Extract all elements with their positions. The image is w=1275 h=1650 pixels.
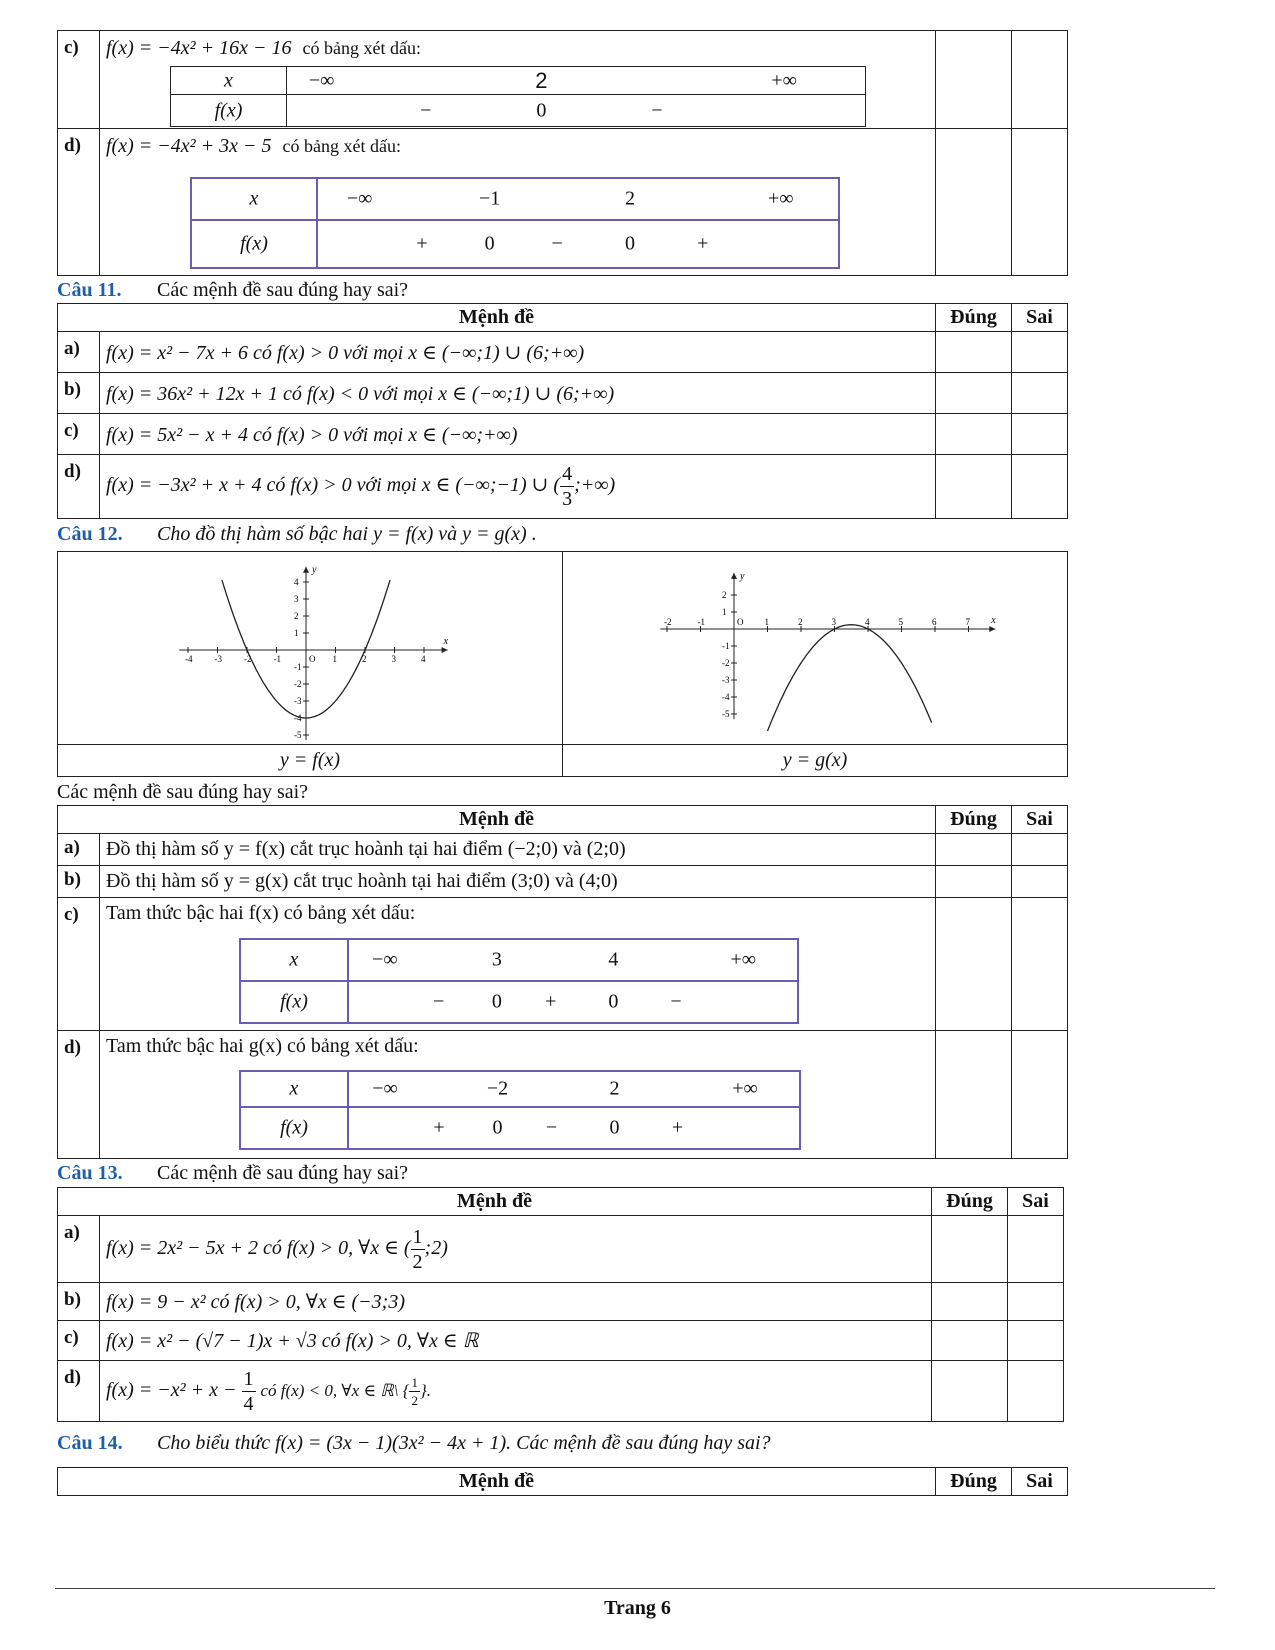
fraction-numerator: 1	[412, 1225, 423, 1248]
sign-x-value: −2	[486, 1077, 509, 1100]
y-tick-label: -5	[722, 709, 730, 719]
footer-divider	[55, 1588, 1215, 1589]
header-false: Sai	[1012, 304, 1068, 332]
true-cell[interactable]	[936, 129, 1012, 276]
header-true: Đúng	[936, 304, 1012, 332]
header-false: Sai	[1012, 806, 1068, 834]
header-true: Đúng	[936, 806, 1012, 834]
question-prompt: Cho đồ thị hàm số bậc hai y = f(x) và y = g(x) .	[157, 523, 537, 545]
false-cell[interactable]	[1012, 866, 1068, 898]
row-label: d)	[58, 129, 100, 276]
sign-f-value: 0	[608, 990, 619, 1013]
x-tick-label: -4	[185, 654, 193, 664]
x-tick-label: -2	[244, 654, 252, 664]
statement-suffix: có bảng xét dấu:	[282, 136, 401, 156]
sign-f-value: 0	[484, 232, 495, 255]
x-tick-label: 7	[965, 617, 970, 627]
fraction-numerator: 1	[243, 1367, 254, 1390]
sign-f-value: 0	[491, 990, 502, 1013]
fraction-numerator: 1	[411, 1374, 418, 1390]
statement-suffix: có bảng xét dấu:	[302, 38, 421, 58]
sign-f-value: 0	[609, 1116, 620, 1139]
false-cell[interactable]	[1008, 1361, 1064, 1422]
statement: Tam thức bậc hai f(x) có bảng xét dấu:	[106, 902, 416, 924]
y-axis-label: y	[312, 564, 317, 576]
sign-f-value: −	[551, 232, 563, 255]
question-11-heading	[57, 279, 408, 302]
question-11-table	[57, 303, 1068, 519]
sign-f-value: +	[697, 232, 709, 255]
sign-x-label: x	[224, 69, 233, 91]
false-cell[interactable]	[1008, 1283, 1064, 1321]
sign-x-label: x	[289, 1077, 299, 1100]
x-tick-label: 2	[362, 654, 367, 664]
sign-f-label: f(x)	[280, 990, 308, 1013]
statement: f(x) = −4x² + 16x − 16	[106, 37, 292, 59]
header-true: Đúng	[936, 1468, 1012, 1496]
sign-table	[170, 66, 866, 127]
sign-f-label: f(x)	[214, 99, 243, 121]
x-axis-label: x	[443, 636, 449, 647]
fraction	[409, 1376, 420, 1407]
sign-x-value: 3	[491, 948, 502, 971]
graph-g-caption: y = g(x)	[782, 749, 848, 771]
true-cell[interactable]	[936, 332, 1012, 373]
page-number: Trang 6	[604, 1597, 671, 1619]
y-tick-label: -2	[722, 658, 730, 668]
x-tick-label: 1	[764, 617, 769, 627]
y-tick-label: -4	[722, 692, 730, 702]
true-cell[interactable]	[936, 898, 1012, 1031]
false-cell[interactable]	[1012, 332, 1068, 373]
sign-x-value: −∞	[372, 1077, 398, 1100]
false-cell[interactable]	[1012, 129, 1068, 276]
y-tick-label: -3	[294, 696, 302, 706]
false-cell[interactable]	[1012, 31, 1068, 129]
true-cell[interactable]	[936, 414, 1012, 455]
sign-table	[190, 177, 840, 269]
false-cell[interactable]	[1012, 373, 1068, 414]
row-label: b)	[58, 866, 100, 898]
header-statement: Mệnh đề	[58, 806, 936, 834]
row-label: d)	[58, 455, 100, 519]
question-12-heading	[57, 523, 537, 546]
true-cell[interactable]	[936, 31, 1012, 129]
true-cell[interactable]	[936, 866, 1012, 898]
header-statement: Mệnh đề	[58, 304, 936, 332]
sign-x-label: x	[289, 948, 299, 971]
x-axis-arrow	[442, 647, 448, 653]
question-14-heading	[57, 1432, 771, 1455]
statement: f(x) = 36x² + 12x + 1 có f(x) < 0 với mọi x ∈ (−∞;1) ∪ (6;+∞)	[106, 382, 615, 405]
graph-g	[563, 552, 1066, 743]
true-cell[interactable]	[936, 373, 1012, 414]
row-label: d)	[58, 1361, 100, 1422]
row-label: a)	[58, 1216, 100, 1283]
y-axis-arrow	[303, 567, 309, 573]
x-tick-label: 1	[332, 654, 337, 664]
y-tick-label: -5	[294, 730, 302, 740]
false-cell[interactable]	[1012, 898, 1068, 1031]
statement-mid: có f(x) < 0, ∀x ∈ ℝ\ {	[260, 1380, 410, 1400]
sign-f-value: +	[433, 1116, 445, 1139]
statement: f(x) = 5x² − x + 4 có f(x) > 0 với mọi x ∈ (−∞;+∞)	[106, 423, 518, 446]
y-tick-label: -2	[294, 679, 302, 689]
y-tick-label: 2	[294, 611, 299, 621]
x-tick-label: -1	[697, 617, 705, 627]
sign-f-value: −	[670, 990, 682, 1013]
row-label: d)	[58, 1031, 100, 1159]
row-label: a)	[58, 834, 100, 866]
fraction-numerator: 4	[562, 463, 573, 485]
true-cell[interactable]	[932, 1361, 1008, 1422]
question-prompt: Cho biểu thức f(x) = (3x − 1)(3x² − 4x + 1). Các mệnh đề sau đúng hay sai?	[157, 1432, 771, 1454]
sign-table	[239, 1070, 801, 1150]
question-number: Câu 11.	[57, 279, 122, 301]
y-axis-label: y	[740, 570, 745, 582]
graph-f-caption: y = f(x)	[279, 749, 341, 771]
fraction-denominator: 4	[243, 1392, 254, 1415]
x-tick-label: O	[737, 617, 744, 627]
y-tick-label: 1	[722, 607, 727, 617]
y-tick-label: -1	[722, 641, 730, 651]
question-number: Câu 14.	[57, 1432, 123, 1454]
fraction-denominator: 2	[412, 1250, 423, 1273]
sign-f-value: +	[544, 990, 557, 1013]
statement: f(x) = 9 − x² có f(x) > 0, ∀x ∈ (−3;3)	[106, 1291, 405, 1313]
false-cell[interactable]	[1012, 1031, 1068, 1159]
sign-x-value: −1	[478, 187, 501, 210]
row-label: b)	[58, 373, 100, 414]
sign-x-value: 2	[609, 1077, 620, 1100]
y-tick-label: 2	[722, 590, 727, 600]
y-tick-label: 4	[294, 577, 299, 587]
true-cell[interactable]	[932, 1283, 1008, 1321]
fraction	[242, 1369, 256, 1414]
x-tick-label: 4	[421, 654, 426, 664]
statement-tail: ;2)	[424, 1236, 448, 1259]
statement: Tam thức bậc hai g(x) có bảng xét dấu:	[106, 1035, 419, 1057]
x-axis-label: x	[991, 615, 996, 626]
x-tick-label: 3	[831, 617, 836, 627]
graphs-table	[57, 551, 1068, 777]
false-cell[interactable]	[1008, 1321, 1064, 1361]
row-label: c)	[58, 31, 100, 129]
question-number: Câu 12.	[57, 523, 123, 545]
sign-f-label: f(x)	[280, 1116, 308, 1139]
false-cell[interactable]	[1012, 834, 1068, 866]
sign-f-value: −	[420, 99, 432, 121]
sign-x-value: 2	[625, 187, 635, 210]
y-tick-label: -4	[294, 713, 302, 723]
true-cell[interactable]	[932, 1216, 1008, 1283]
row-label: c)	[58, 898, 100, 1031]
sign-x-value: +∞	[730, 948, 757, 971]
x-tick-label: -2	[664, 617, 672, 627]
header-false: Sai	[1008, 1188, 1064, 1216]
statement: f(x) = 2x² − 5x + 2 có f(x) > 0, ∀x ∈ (	[106, 1236, 411, 1259]
true-cell[interactable]	[936, 1031, 1012, 1159]
x-tick-label: -1	[273, 654, 281, 664]
x-tick-label: O	[309, 654, 316, 664]
row-label: b)	[58, 1283, 100, 1321]
header-false: Sai	[1012, 1468, 1068, 1496]
statement: f(x) = −x² + x −	[106, 1378, 237, 1401]
question-14-table	[57, 1467, 1068, 1496]
sign-f-label: f(x)	[240, 232, 268, 255]
sign-f-value: −	[545, 1116, 558, 1139]
sign-f-value: +	[416, 232, 428, 255]
sign-f-value: 0	[536, 99, 547, 121]
statement: f(x) = x² − (√7 − 1)x + √3 có f(x) > 0, ∀x ∈ ℝ	[106, 1330, 479, 1352]
sign-f-value: +	[671, 1116, 684, 1139]
question-13-table	[57, 1187, 1064, 1422]
x-tick-label: 3	[391, 654, 396, 664]
y-tick-label: 3	[294, 594, 299, 604]
question-number: Câu 13.	[57, 1162, 123, 1184]
true-cell[interactable]	[936, 455, 1012, 519]
sign-x-value: +∞	[768, 187, 794, 210]
statement-tail: }.	[419, 1380, 432, 1400]
sign-x-value: −∞	[308, 69, 335, 91]
fraction-denominator: 2	[411, 1392, 418, 1408]
row-label: c)	[58, 414, 100, 455]
sign-x-value: 4	[608, 948, 619, 971]
sign-x-label: x	[249, 187, 259, 210]
false-cell[interactable]	[1012, 455, 1068, 519]
fraction	[411, 1227, 425, 1272]
sign-f-value: 0	[625, 232, 635, 255]
false-cell[interactable]	[1012, 414, 1068, 455]
sign-table	[239, 938, 799, 1024]
statement: f(x) = x² − 7x + 6 có f(x) > 0 với mọi x ∈ (−∞;1) ∪ (6;+∞)	[106, 341, 585, 364]
question-prompt: Các mệnh đề sau đúng hay sai?	[157, 1162, 409, 1184]
x-tick-label: 4	[865, 617, 870, 627]
row-label: c)	[58, 1321, 100, 1361]
question-13-heading	[57, 1162, 408, 1185]
x-tick-label: 5	[898, 617, 903, 627]
statement: f(x) = −4x² + 3x − 5	[106, 135, 272, 157]
statement: Đồ thị hàm số y = g(x) cắt trục hoành tại hai điểm (3;0) và (4;0)	[106, 870, 618, 892]
question-12-prompt2: Các mệnh đề sau đúng hay sai?	[57, 781, 309, 803]
graph-f	[58, 552, 561, 743]
sign-f-value: −	[651, 99, 663, 121]
x-tick-label: -3	[214, 654, 222, 664]
y-tick-label: -3	[722, 675, 730, 685]
sign-x-value: −∞	[372, 948, 398, 971]
sign-x-value: +∞	[732, 1077, 758, 1100]
statement: f(x) = −3x² + x + 4 có f(x) > 0 với mọi x ∈ (−∞;−1) ∪ (	[106, 474, 561, 497]
statement-tail: ;+∞)	[574, 474, 616, 497]
question-prompt: Các mệnh đề sau đúng hay sai?	[157, 279, 409, 301]
sign-x-value: +∞	[771, 69, 797, 91]
x-tick-label: 6	[932, 617, 937, 627]
x-axis-arrow	[989, 626, 995, 632]
x-tick-label: 2	[798, 617, 803, 627]
header-true: Đúng	[932, 1188, 1008, 1216]
sign-x-value: −∞	[346, 187, 373, 210]
header-statement: Mệnh đề	[58, 1188, 932, 1216]
parabola-curve	[768, 625, 932, 731]
sign-x-value: 2	[535, 67, 548, 93]
y-axis-arrow	[731, 573, 737, 579]
y-tick-label: -1	[294, 662, 302, 672]
header-statement: Mệnh đề	[58, 1468, 936, 1496]
y-tick-label: 1	[294, 628, 299, 638]
false-cell[interactable]	[1008, 1216, 1064, 1283]
true-cell[interactable]	[936, 834, 1012, 866]
sign-f-value: −	[432, 990, 445, 1013]
row-label: a)	[58, 332, 100, 373]
statement: Đồ thị hàm số y = f(x) cắt trục hoành tại hai điểm (−2;0) và (2;0)	[106, 838, 626, 860]
fraction	[560, 464, 574, 509]
sign-f-value: 0	[492, 1116, 503, 1139]
true-cell[interactable]	[932, 1321, 1008, 1361]
fraction-denominator: 3	[562, 488, 573, 510]
